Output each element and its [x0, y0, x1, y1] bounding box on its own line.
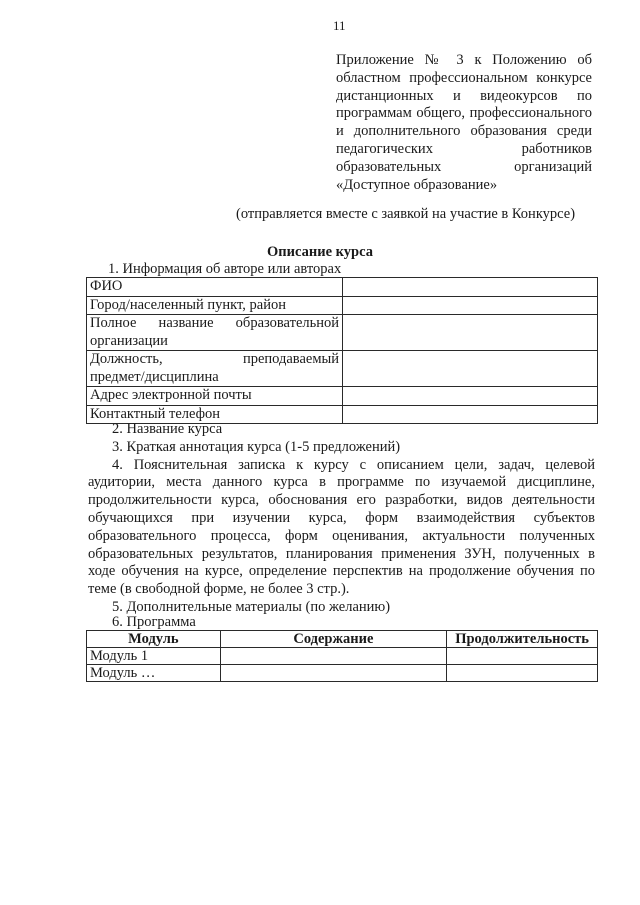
field-value-city[interactable] [343, 296, 598, 315]
duration-cell[interactable] [447, 665, 598, 682]
column-header-module: Модуль [87, 631, 221, 648]
item-4: 4. Пояснительная записка к курсу с описанием цели, задач, целевой аудитории, места данного курса в программе по изучаемой дисциплине, продолжительности курса, обоснования его разработки, видов деятельности обучающихся при изучении курса, форм взаимодействия субъектов образовательного процесса, форм оценивания, актуальности полученных образовательных результатов, планирования применения ЗУН, полученных в ходе обучения на курсе, определение перспектив на продолжение обучения по теме (в свободной форме, не более 3 стр.). [88, 456, 595, 598]
field-label-organization-line1: Полное название образовательной [90, 315, 339, 331]
column-header-duration: Продолжительность [447, 631, 598, 648]
field-label-position-line1: Должность, преподаваемый [90, 351, 339, 367]
field-label-position-line2: предмет/дисциплина [90, 368, 219, 385]
field-value-position[interactable] [343, 351, 598, 387]
field-value-organization[interactable] [343, 315, 598, 351]
content-cell[interactable] [220, 648, 447, 665]
content-cell[interactable] [220, 665, 447, 682]
field-value-fio[interactable] [343, 278, 598, 297]
table-row [87, 278, 598, 297]
field-value-email[interactable] [343, 387, 598, 406]
column-header-content: Содержание [220, 631, 447, 648]
field-label-city: Город/населенный пункт, район [87, 296, 343, 315]
sent-with-note: (отправляется вместе с заявкой на участие в Конкурсе) [236, 206, 576, 222]
field-label-phone: Контактный телефон [87, 405, 343, 424]
item-3: 3. Краткая аннотация курса (1-5 предложений) [112, 438, 401, 455]
item-2: 2. Название курса [112, 421, 223, 437]
field-label-position [87, 351, 343, 387]
table-row [87, 315, 598, 351]
field-label-email: Адрес электронной почты [87, 387, 343, 406]
author-info-table [86, 277, 598, 424]
table-row [87, 296, 598, 315]
table-row [87, 665, 598, 682]
field-label-organization-line2: организации [90, 332, 168, 349]
item-5: 5. Дополнительные материалы (по желанию) [112, 598, 391, 615]
module-cell: Модуль 1 [87, 648, 221, 665]
module-cell: Модуль … [87, 665, 221, 682]
items-block [88, 421, 595, 617]
appendix-note: Приложение № 3 к Положению об областном профессиональном конкурсе дистанционных и видеокурсов по программам общего, профессионального и дополнительного образования среди педагогических работников образовательных организаций «Доступное образование» [336, 52, 592, 193]
section-1-heading: 1. Информация об авторе или авторах [108, 261, 342, 277]
duration-cell[interactable] [447, 648, 598, 665]
field-label-fio: ФИО [87, 278, 343, 297]
table-row [87, 351, 598, 387]
field-label-organization [87, 315, 343, 351]
page-number: 11 [333, 18, 346, 33]
table-header-row [87, 631, 598, 648]
table-row [87, 648, 598, 665]
item-6: 6. Программа [112, 614, 196, 630]
program-table [86, 630, 598, 682]
page-title: Описание курса [267, 244, 373, 260]
table-row [87, 387, 598, 406]
